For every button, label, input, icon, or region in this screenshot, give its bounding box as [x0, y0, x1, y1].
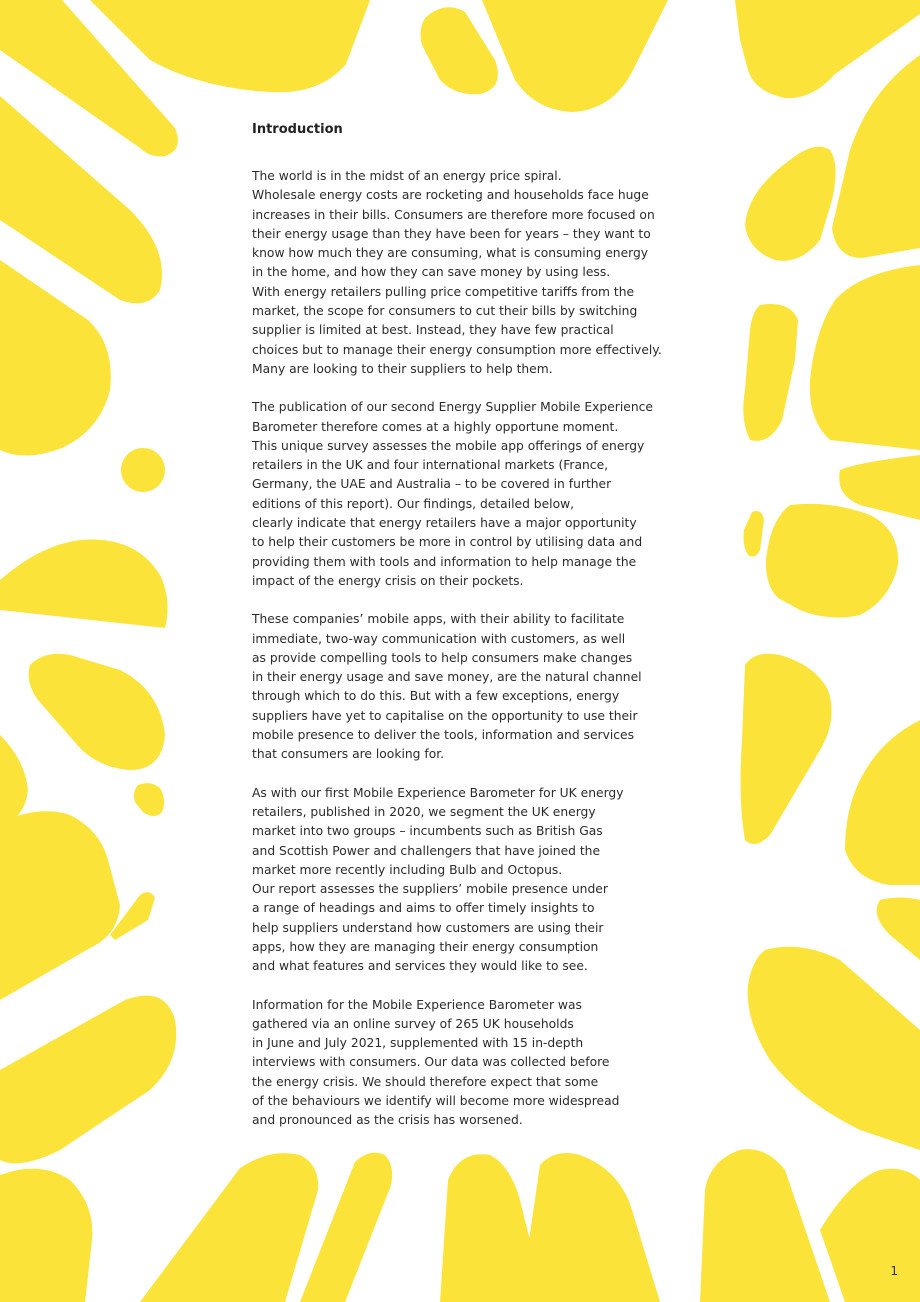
paragraph-line: through which to do this. But with a few exceptions, energy: [252, 689, 620, 704]
paragraph-line: The publication of our second Energy Supplier Mobile Experience: [252, 400, 653, 415]
decor-shape: [845, 720, 920, 885]
decor-shape: [766, 504, 898, 618]
paragraph-line: retailers, published in 2020, we segment the UK energy: [252, 804, 596, 819]
paragraph-line: interviews with consumers. Our data was collected before: [252, 1055, 610, 1070]
paragraph-line: Barometer therefore comes at a highly opportune moment.: [252, 419, 619, 434]
decor-shape: [90, 0, 370, 92]
body-paragraph: [252, 398, 672, 591]
paragraph-line: market more recently including Bulb and Octopus.: [252, 862, 563, 877]
paragraph-line: to help their customers be more in control by utilising data and: [252, 535, 643, 550]
paragraph-line: Many are looking to their suppliers to help them.: [252, 361, 553, 376]
paragraph-line: retailers in the UK and four international markets (France,: [252, 458, 609, 473]
paragraph-line: and pronounced as the crisis has worsened.: [252, 1113, 523, 1128]
paragraph-line: This unique survey assesses the mobile app offerings of energy: [252, 438, 645, 453]
decor-shape: [0, 996, 176, 1164]
decor-shape: [700, 1149, 830, 1302]
decor-shape: [745, 147, 836, 261]
decor-shape: [140, 1153, 318, 1302]
main-content: [252, 120, 672, 1150]
paragraph-line: providing them with tools and information to help manage the: [252, 554, 637, 569]
paragraph-line: editions of this report). Our findings, detailed below,: [252, 496, 575, 511]
paragraph-line: their energy usage than they have been for years – they want to: [252, 226, 651, 241]
paragraph-line: in their energy usage and save money, are the natural channel: [252, 670, 642, 685]
decor-shape: [0, 539, 168, 628]
body-paragraph: [252, 610, 672, 764]
decor-shape: [0, 260, 111, 456]
decor-shape: [520, 1153, 660, 1302]
paragraph-line: immediate, two-way communication with customers, as well: [252, 631, 626, 646]
paragraph-line: as provide compelling tools to help consumers make changes: [252, 650, 633, 665]
decor-shape: [421, 7, 498, 94]
paragraph-line: the energy crisis. We should therefore expect that some: [252, 1074, 599, 1089]
paragraph-line: Our report assesses the suppliers’ mobile presence under: [252, 882, 608, 897]
decor-shape: [29, 654, 165, 770]
body-text: [252, 167, 672, 1131]
paragraph-line: Information for the Mobile Experience Barometer was: [252, 997, 582, 1012]
paragraph-line: Germany, the UAE and Australia – to be covered in further: [252, 477, 612, 492]
paragraph-line: As with our first Mobile Experience Barometer for UK energy: [252, 785, 624, 800]
paragraph-line: that consumers are looking for.: [252, 747, 445, 762]
decor-shape: [134, 783, 164, 816]
decor-shape: [121, 448, 165, 492]
paragraph-line: increases in their bills. Consumers are therefore more focused on: [252, 207, 655, 222]
paragraph-line: clearly indicate that energy retailers have a major opportunity: [252, 516, 637, 531]
paragraph-line: impact of the energy crisis on their pockets.: [252, 573, 524, 588]
paragraph-line: and Scottish Power and challengers that have joined the: [252, 843, 601, 858]
paragraph-line: market, the scope for consumers to cut their bills by switching: [252, 304, 638, 319]
paragraph-line: in the home, and how they can save money by using less.: [252, 265, 611, 280]
section-heading: Introduction: [252, 122, 343, 137]
paragraph-line: help suppliers understand how customers are using their: [252, 920, 604, 935]
body-paragraph: [252, 167, 672, 379]
paragraph-line: These companies’ mobile apps, with their ability to facilitate: [252, 612, 625, 627]
paragraph-line: The world is in the midst of an energy price spiral.: [252, 169, 562, 183]
decor-shape: [0, 811, 120, 1000]
paragraph-line: and what features and services they would like to see.: [252, 959, 588, 974]
paragraph-line: Wholesale energy costs are rocketing and households face huge: [252, 188, 649, 203]
decor-shape: [877, 898, 920, 961]
paragraph-line: know how much they are consuming, what is consuming energy: [252, 246, 649, 261]
decor-shape: [743, 304, 798, 441]
paragraph-line: a range of headings and aims to offer timely insights to: [252, 901, 595, 916]
decor-shape: [741, 654, 832, 844]
body-paragraph: [252, 784, 672, 977]
paragraph-line: supplier is limited at best. Instead, they have few practical: [252, 323, 614, 338]
decor-shape: [0, 1169, 92, 1302]
paragraph-line: of the behaviours we identify will become more widespread: [252, 1094, 620, 1109]
paragraph-line: With energy retailers pulling price competitive tariffs from the: [252, 284, 635, 299]
decor-shape: [820, 1169, 920, 1302]
paragraph-line: mobile presence to deliver the tools, information and services: [252, 728, 635, 743]
body-paragraph: [252, 996, 672, 1131]
decor-shape: [832, 55, 920, 258]
paragraph-line: in June and July 2021, supplemented with 15 in-depth: [252, 1036, 584, 1051]
decor-shape: [482, 0, 668, 112]
paragraph-line: gathered via an online survey of 265 UK households: [252, 1016, 574, 1031]
decor-shape: [744, 511, 765, 557]
paragraph-line: choices but to manage their energy consumption more effectively.: [252, 342, 662, 357]
paragraph-line: suppliers have yet to capitalise on the opportunity to use their: [252, 708, 638, 723]
decor-shape: [748, 947, 920, 1150]
decor-shape: [810, 265, 920, 450]
page-number: 1: [890, 1264, 898, 1278]
paragraph-line: apps, how they are managing their energy consumption: [252, 939, 599, 954]
paragraph-line: market into two groups – incumbents such as British Gas: [252, 824, 603, 839]
